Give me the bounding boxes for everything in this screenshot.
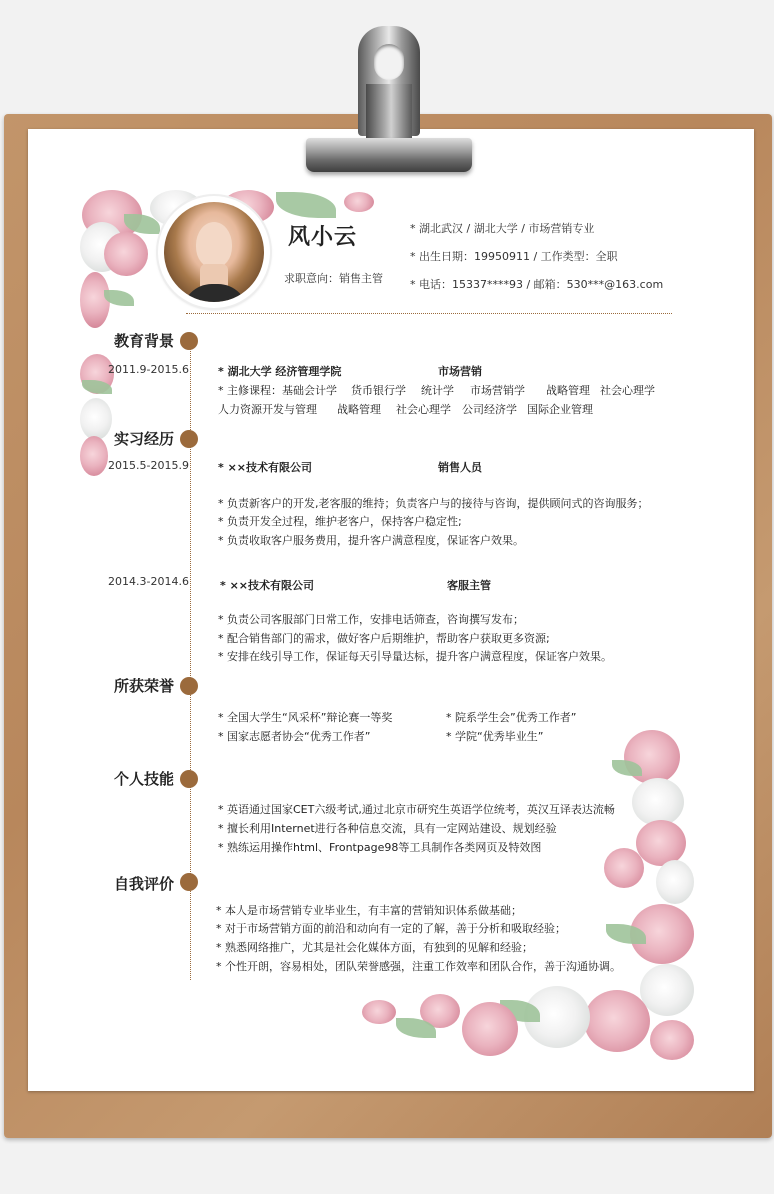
job-company: * ××技术有限公司 [220,579,315,592]
candidate-name: 风小云 [288,225,358,250]
timeline-dot [180,677,198,695]
skill-item: * 擅长利用Internet进行各种信息交流，具有一定网站建设、规划经验 [218,822,557,835]
header-divider [186,313,672,314]
courses-5: 战略管理 [546,384,590,397]
honor-item: * 全国大学生“风采杯”辩论赛一等奖 [218,711,393,724]
job-duty: * 配合销售部门的需求，做好客户后期维护，帮助客户获取更多资源; [218,632,550,645]
binder-clip-hole [374,44,404,80]
education-date: 2011.9-2015.6 [108,363,189,376]
info-contact: * 电话：15337****93 / 邮箱：530***@163.com [410,278,664,291]
section-title-self-eval: 自我评价 [114,875,175,893]
courses-3: 统计学 [421,384,454,397]
courses-10: 公司经济学 [462,403,517,416]
courses-2: 货币银行学 [351,384,406,397]
job-duty: * 安排在线引导工作，保证每天引导量达标，提升客户满意程度，保证客户效果。 [218,650,612,663]
timeline-dot [180,332,198,350]
skill-item: * 英语通过国家CET六级考试,通过北京市研究生英语学位统考，英汉互译表达流畅 [218,803,615,816]
timeline-dot [180,430,198,448]
section-title-education: 教育背景 [114,332,175,350]
courses-9: 社会心理学 [396,403,451,416]
info-location: * 湖北武汉 / 湖北大学 / 市场营销专业 [410,222,595,235]
avatar [164,202,264,302]
section-title-honors: 所获荣誉 [114,677,175,695]
education-school: * 湖北大学 经济管理学院 [218,365,342,378]
self-eval-item: * 熟悉网络推广，尤其是社会化媒体方面，有独到的见解和经验； [216,941,533,954]
job-duty: * 负责公司客服部门日常工作，安排电话筛查，咨询撰写发布； [218,613,524,626]
job-position: 客服主管 [447,579,491,592]
section-title-internship: 实习经历 [114,430,175,448]
job-company: * ××技术有限公司 [218,461,313,474]
timeline-dot [180,873,198,891]
job-position: 销售人员 [438,461,482,474]
job-intent: 求职意向：销售主管 [284,272,383,285]
job-duty: * 负责开发全过程，维护老客户，保持客户稳定性; [218,515,462,528]
binder-clip-neck [366,84,412,142]
self-eval-item: * 个性开朗，容易相处，团队荣誉感强，注重工作效率和团队合作，善于沟通协调。 [216,960,621,973]
job-date: 2014.3-2014.6 [108,575,189,588]
courses-1: * 主修课程：基础会计学 [218,384,337,397]
courses-8: 战略管理 [337,403,381,416]
courses-11: 国际企业管理 [527,403,593,416]
info-birth: * 出生日期：19950911 / 工作类型：全职 [410,250,618,263]
honor-item: * 院系学生会”优秀工作者” [446,711,577,724]
self-eval-item: * 本人是市场营销专业毕业生，有丰富的营销知识体系做基础； [216,904,522,917]
education-major: 市场营销 [438,365,482,378]
section-title-skills: 个人技能 [114,770,175,788]
courses-6: 社会心理学 [600,384,655,397]
job-duty: * 负责新客户的开发,老客服的维持；负责客户与的接待与咨询，提供顾问式的咨询服务； [218,497,649,510]
timeline-dot [180,770,198,788]
skill-item: * 熟练运用操作html、Frontpage98等工具制作各类网页及特效图 [218,841,542,854]
honor-item: * 国家志愿者协会“优秀工作者” [218,730,371,743]
self-eval-item: * 对于市场营销方面的前沿和动向有一定的了解，善于分析和吸取经验； [216,922,566,935]
binder-clip-bar [306,138,472,172]
honor-item: * 学院“优秀毕业生” [446,730,544,743]
courses-7: 人力资源开发与管理 [218,403,317,416]
job-duty: * 负责收取客户服务费用，提升客户满意程度，保证客户效果。 [218,534,524,547]
job-date: 2015.5-2015.9 [108,459,189,472]
courses-4: 市场营销学 [470,384,525,397]
